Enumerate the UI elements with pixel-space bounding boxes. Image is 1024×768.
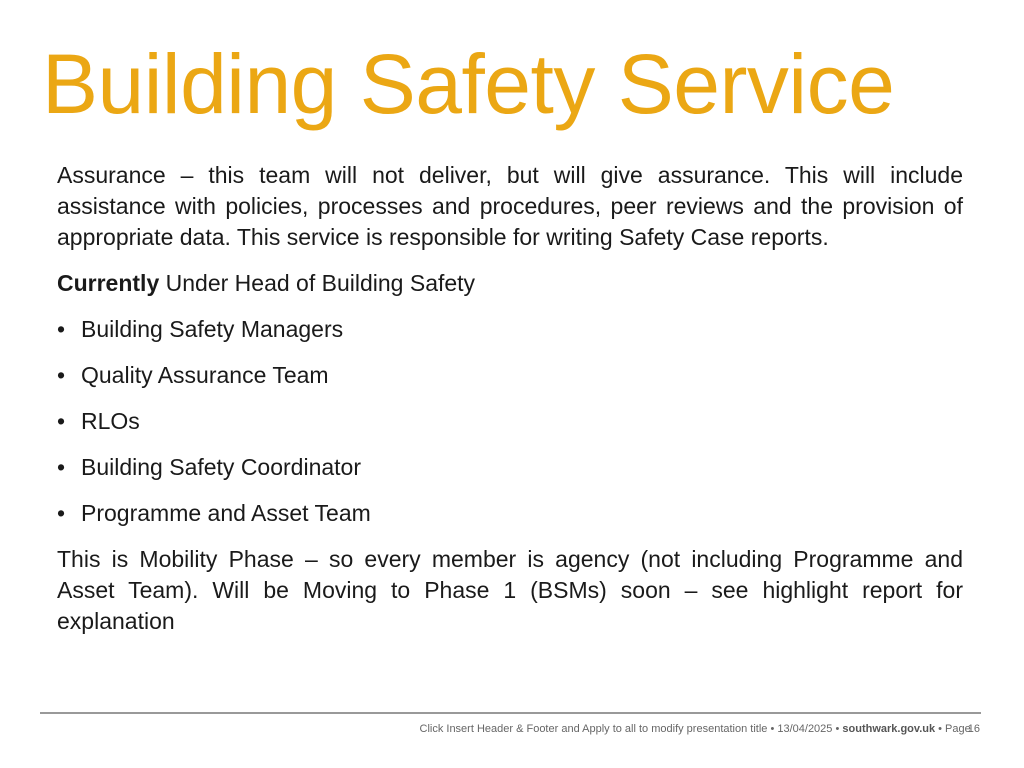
currently-text: Under Head of Building Safety	[159, 270, 476, 296]
footer-text: Click Insert Header & Footer and Apply to all to modify presentation title • 13/04/2025 •	[419, 723, 843, 735]
currently-label: Currently	[57, 270, 160, 296]
bullet-item: • Programme and Asset Team	[57, 498, 963, 529]
bullet-text: Programme and Asset Team	[81, 500, 371, 526]
slide-body	[57, 160, 963, 652]
bullet-item: • Building Safety Coordinator	[57, 452, 963, 483]
bullet-text: Building Safety Coordinator	[81, 454, 361, 480]
bullet-text: Building Safety Managers	[81, 316, 344, 342]
bullet-item: • Building Safety Managers	[57, 314, 963, 345]
footer-site: southwark.gov.uk	[842, 723, 936, 735]
footer	[420, 723, 981, 735]
closing-paragraph: This is Mobility Phase – so every member is agency (not including Programme and Asset Team). Will be Moving to Phase 1 (BSMs) soon – see highlight report for explanation	[57, 546, 963, 634]
intro-paragraph: Assurance – this team will not deliver, but will give assurance. This will include assistance with policies, processes and procedures, peer reviews and the provision of appropriate data. This service is responsible for writing Safety Case reports.	[57, 162, 963, 250]
slide-title: Building Safety Service	[42, 37, 895, 131]
bullet-text: Quality Assurance Team	[81, 362, 329, 388]
bullet-item: • RLOs	[57, 406, 963, 437]
footer-divider	[40, 712, 981, 714]
currently-line	[57, 268, 963, 299]
footer-page-label: • Page	[935, 723, 971, 735]
bullet-text: RLOs	[81, 408, 140, 434]
page-number: 16	[967, 723, 980, 735]
bullet-item: • Quality Assurance Team	[57, 360, 963, 391]
